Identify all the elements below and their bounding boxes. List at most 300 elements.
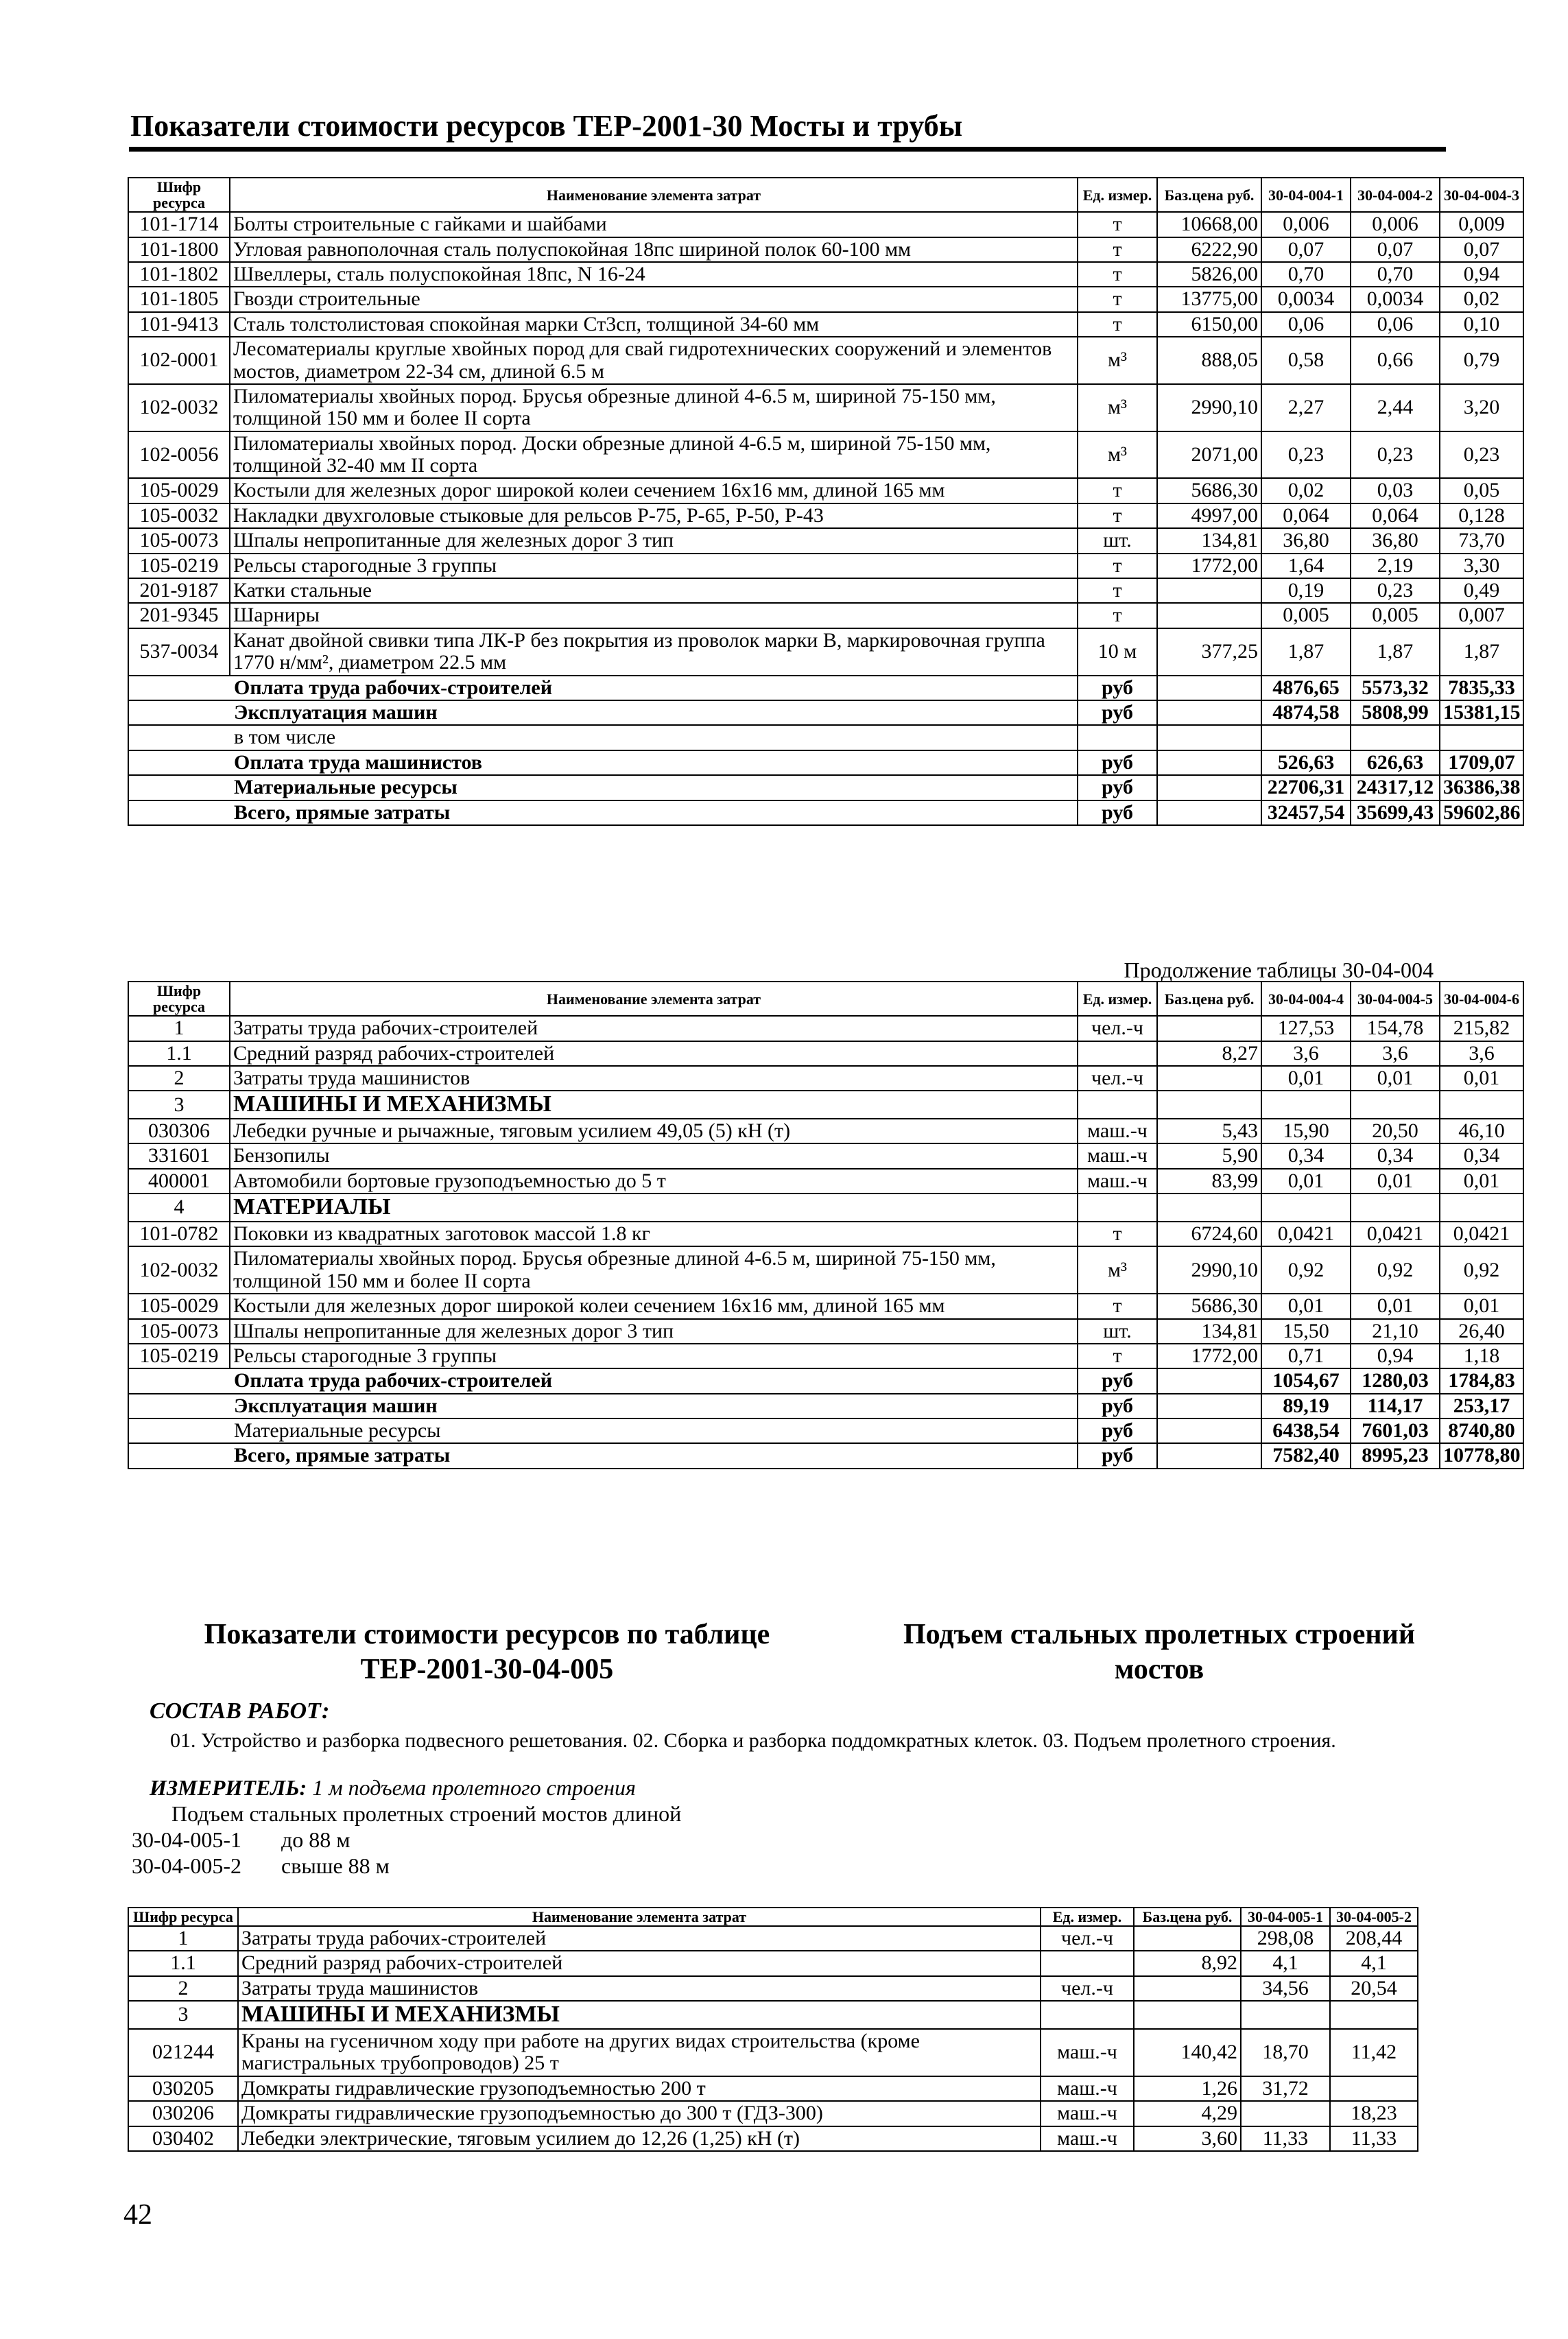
resource-code: 102-0001 (128, 337, 230, 384)
base-price (1157, 1443, 1261, 1468)
base-price: 8,27 (1157, 1041, 1261, 1066)
norm-value: 18,70 (1241, 2029, 1330, 2076)
norm-value: 1,64 (1261, 554, 1351, 578)
norm-value: 0,49 (1440, 578, 1523, 603)
table-row (128, 337, 1523, 384)
resource-name: Бензопилы (230, 1143, 1078, 1168)
variant-text: до 88 м (281, 1827, 351, 1852)
table-row (128, 478, 1523, 503)
norm-value: 7582,40 (1261, 1443, 1351, 1468)
base-price (1157, 700, 1261, 725)
base-price: 1772,00 (1157, 1344, 1261, 1368)
unit-cell: маш.-ч (1041, 2101, 1134, 2126)
norm-subtitle: Подъем стальных пролетных строений мостов длиной (171, 1801, 682, 1826)
resource-name: Затраты труда рабочих-строителей (230, 1016, 1078, 1041)
unit-cell: м³ (1078, 1246, 1157, 1294)
resource-name: Сталь толстолистовая спокойная марки Ст3сп, толщиной 34-60 мм (230, 312, 1078, 337)
norm-value: 2,19 (1351, 554, 1440, 578)
resource-table-30-04-004-4-6 (128, 981, 1524, 1469)
column-header: 30-04-005-2 (1330, 1908, 1418, 1926)
norm-value: 0,005 (1261, 603, 1351, 628)
resource-code: 102-0032 (128, 384, 230, 431)
totals-blank-cell (128, 1368, 230, 1393)
unit-cell: чел.-ч (1041, 1976, 1134, 2001)
norm-value (1330, 2001, 1418, 2029)
norm-value: 22706,31 (1261, 775, 1351, 800)
variant-code: 30-04-005-1 (132, 1827, 241, 1852)
unit-cell: руб (1078, 1418, 1157, 1443)
variant-text: свыше 88 м (281, 1853, 390, 1878)
table-row (128, 1319, 1523, 1344)
totals-label: Эксплуатация машин (230, 700, 1078, 725)
resource-code: 1 (128, 1926, 238, 1951)
totals-label: Эксплуатация машин (230, 1394, 1078, 1418)
totals-blank-cell (128, 1418, 230, 1443)
norm-value: 0,009 (1440, 212, 1523, 237)
norm-value: 1,87 (1261, 628, 1351, 676)
table-header-row (128, 178, 1523, 212)
norm-value (1261, 1194, 1351, 1222)
norm-value: 0,005 (1351, 603, 1440, 628)
resource-name: Накладки двухголовые стыковые для рельсов Р-75, Р-65, Р-50, Р-43 (230, 503, 1078, 528)
norm-value: 24317,12 (1351, 775, 1440, 800)
table-row (128, 1344, 1523, 1368)
table-row (128, 1066, 1523, 1091)
base-price: 6724,60 (1157, 1222, 1261, 1246)
unit-cell: 10 м (1078, 628, 1157, 676)
page-number: 42 (123, 2199, 152, 2231)
norm-value: 0,34 (1440, 1143, 1523, 1168)
resource-code: 3 (128, 1091, 230, 1119)
norm-value: 4,1 (1330, 1951, 1418, 1975)
norm-value: 626,63 (1351, 750, 1440, 775)
column-header: 30-04-004-6 (1440, 982, 1523, 1016)
norm-value: 0,064 (1261, 503, 1351, 528)
norm-value: 0,23 (1351, 431, 1440, 479)
totals-label: Всего, прямые затраты (230, 1443, 1078, 1468)
base-price: 2990,10 (1157, 384, 1261, 431)
norm-value: 7601,03 (1351, 1418, 1440, 1443)
unit-cell: т (1078, 262, 1157, 287)
norm-value: 0,23 (1261, 431, 1351, 479)
resource-name: Шпалы непропитанные для железных дорог 3 тип (230, 1319, 1078, 1344)
table-row (128, 1246, 1523, 1294)
unit-cell: т (1078, 554, 1157, 578)
norm-value: 0,34 (1351, 1143, 1440, 1168)
resource-code: 102-0032 (128, 1246, 230, 1294)
norm-value: 0,006 (1261, 212, 1351, 237)
unit-cell: т (1078, 503, 1157, 528)
resource-name: МАШИНЫ И МЕХАНИЗМЫ (230, 1091, 1078, 1119)
norm-value: 4876,65 (1261, 676, 1351, 700)
table-row (128, 1926, 1418, 1951)
resource-code: 101-0782 (128, 1222, 230, 1246)
resource-name: Канат двойной свивки типа ЛК-Р без покрытия из проволок марки В, маркировочная группа 1770 н/мм², диаметром 22.5 мм (230, 628, 1078, 676)
table-header-row (128, 982, 1523, 1016)
unit-cell: руб (1078, 1368, 1157, 1393)
norm-value: 2,27 (1261, 384, 1351, 431)
resource-name: Лебедки электрические, тяговым усилием до 12,26 (1,25) кН (т) (238, 2126, 1041, 2151)
base-price: 5826,00 (1157, 262, 1261, 287)
norm-value: 0,01 (1440, 1169, 1523, 1194)
resource-name: Угловая равнополочная сталь полуспокойная 18пс шириной полок 60-100 мм (230, 237, 1078, 262)
base-price: 6222,90 (1157, 237, 1261, 262)
resource-code: 101-9413 (128, 312, 230, 337)
base-price (1157, 1394, 1261, 1418)
resource-code: 4 (128, 1194, 230, 1222)
column-header: Наименование элемента затрат (230, 982, 1078, 1016)
norm-value: 127,53 (1261, 1016, 1351, 1041)
norm-value: 18,23 (1330, 2101, 1418, 2126)
norm-value: 0,007 (1440, 603, 1523, 628)
table-row (128, 1951, 1418, 1975)
norm-value: 0,70 (1351, 262, 1440, 287)
resource-name: Швеллеры, сталь полуспокойная 18пс, N 16-24 (230, 262, 1078, 287)
norm-value: 0,66 (1351, 337, 1440, 384)
table-row (128, 2101, 1418, 2126)
table-row (128, 628, 1523, 676)
unit-cell: маш.-ч (1078, 1143, 1157, 1168)
resource-code: 1.1 (128, 1041, 230, 1066)
unit-cell: чел.-ч (1078, 1016, 1157, 1041)
column-header: Наименование элемента затрат (230, 178, 1078, 212)
norm-value: 114,17 (1351, 1394, 1440, 1418)
norm-value: 8740,80 (1440, 1418, 1523, 1443)
norm-value: 11,42 (1330, 2029, 1418, 2076)
base-price: 134,81 (1157, 528, 1261, 553)
table-row (128, 554, 1523, 578)
norm-value: 0,03 (1351, 478, 1440, 503)
base-price (1157, 775, 1261, 800)
norm-value: 0,01 (1351, 1169, 1440, 1194)
resource-name: Рельсы старогодные 3 группы (230, 1344, 1078, 1368)
base-price (1157, 1016, 1261, 1041)
base-price (1157, 1091, 1261, 1119)
norm-value: 0,92 (1351, 1246, 1440, 1294)
table-row (128, 1222, 1523, 1246)
norm-value: 526,63 (1261, 750, 1351, 775)
norm-value: 154,78 (1351, 1016, 1440, 1041)
column-header: 30-04-004-5 (1351, 982, 1440, 1016)
norm-value: 0,58 (1261, 337, 1351, 384)
table-row (128, 578, 1523, 603)
base-price: 2071,00 (1157, 431, 1261, 479)
resource-code: 021244 (128, 2029, 238, 2076)
unit-cell: маш.-ч (1041, 2076, 1134, 2101)
unit-cell: м³ (1078, 431, 1157, 479)
unit-cell: маш.-ч (1041, 2029, 1134, 2076)
totals-label: Материальные ресурсы (230, 1418, 1078, 1443)
totals-label: Оплата труда рабочих-строителей (230, 1368, 1078, 1393)
norm-value: 1,18 (1440, 1344, 1523, 1368)
totals-blank-cell (128, 775, 230, 800)
base-price: 10668,00 (1157, 212, 1261, 237)
unit-cell: руб (1078, 775, 1157, 800)
totals-row (128, 1368, 1523, 1393)
norm-value: 36,80 (1261, 528, 1351, 553)
norm-value (1261, 725, 1351, 750)
norm-value (1351, 1194, 1440, 1222)
norm-value: 0,01 (1440, 1294, 1523, 1318)
unit-cell: т (1078, 1222, 1157, 1246)
totals-blank-cell (128, 725, 230, 750)
column-header: Ед. измер. (1041, 1908, 1134, 1926)
unit-cell: руб (1078, 1443, 1157, 1468)
resource-name: Катки стальные (230, 578, 1078, 603)
column-header: Ед. измер. (1078, 178, 1157, 212)
column-header: Шифр ресурса (128, 982, 230, 1016)
table-row (128, 1294, 1523, 1318)
totals-row (128, 1418, 1523, 1443)
norm-value: 0,94 (1440, 262, 1523, 287)
totals-label: Оплата труда рабочих-строителей (230, 676, 1078, 700)
base-price: 5,90 (1157, 1143, 1261, 1168)
table-row (128, 603, 1523, 628)
resource-code: 2 (128, 1066, 230, 1091)
column-header: Ед. измер. (1078, 982, 1157, 1016)
base-price: 3,60 (1134, 2126, 1241, 2151)
norm-value: 5808,99 (1351, 700, 1440, 725)
norm-value: 20,50 (1351, 1119, 1440, 1143)
unit-cell: чел.-ч (1041, 1926, 1134, 1951)
variant-row (132, 1827, 351, 1853)
base-price: 134,81 (1157, 1319, 1261, 1344)
norm-value: 11,33 (1241, 2126, 1330, 2151)
header-rule (129, 147, 1446, 152)
norm-value: 0,006 (1351, 212, 1440, 237)
norm-value (1241, 2001, 1330, 2029)
norm-value: 0,0421 (1440, 1222, 1523, 1246)
table-row (128, 1041, 1523, 1066)
resource-code: 101-1805 (128, 287, 230, 311)
norm-value: 0,01 (1261, 1066, 1351, 1091)
base-price (1157, 603, 1261, 628)
resource-code: 2 (128, 1976, 238, 2001)
resource-code: 331601 (128, 1143, 230, 1168)
table-header-row (128, 1908, 1418, 1926)
resource-code: 105-0073 (128, 528, 230, 553)
norm-value: 0,0421 (1261, 1222, 1351, 1246)
norm-value: 208,44 (1330, 1926, 1418, 1951)
works-label: СОСТАВ РАБОТ: (150, 1698, 330, 1724)
norm-value: 1280,03 (1351, 1368, 1440, 1393)
norm-value: 0,07 (1261, 237, 1351, 262)
column-header: 30-04-004-3 (1440, 178, 1523, 212)
unit-cell: руб (1078, 1394, 1157, 1418)
norm-value: 0,05 (1440, 478, 1523, 503)
table-row (128, 431, 1523, 479)
norm-value: 0,06 (1351, 312, 1440, 337)
resource-name: Шпалы непропитанные для железных дорог 3 тип (230, 528, 1078, 553)
column-header: Баз.цена руб. (1157, 982, 1261, 1016)
resource-table-30-04-005 (128, 1907, 1418, 2152)
column-header: 30-04-004-4 (1261, 982, 1351, 1016)
norm-value: 4874,58 (1261, 700, 1351, 725)
norm-value: 0,23 (1351, 578, 1440, 603)
base-price: 13775,00 (1157, 287, 1261, 311)
table-row (128, 1091, 1523, 1119)
resource-code: 400001 (128, 1169, 230, 1194)
norm-value: 36386,38 (1440, 775, 1523, 800)
norm-value: 0,064 (1351, 503, 1440, 528)
norm-value: 0,02 (1440, 287, 1523, 311)
totals-row (128, 1443, 1523, 1468)
unit-cell: т (1078, 603, 1157, 628)
table-row (128, 237, 1523, 262)
base-price (1134, 2001, 1241, 2029)
table-row (128, 1119, 1523, 1143)
norm-value: 0,19 (1261, 578, 1351, 603)
base-price: 888,05 (1157, 337, 1261, 384)
table-row (128, 212, 1523, 237)
resource-code: 101-1800 (128, 237, 230, 262)
resource-code: 030206 (128, 2101, 238, 2126)
base-price: 83,99 (1157, 1169, 1261, 1194)
norm-value: 1,87 (1351, 628, 1440, 676)
table-continuation-note: Продолжение таблицы 30-04-004 (1124, 958, 1434, 982)
resource-name: Рельсы старогодные 3 группы (230, 554, 1078, 578)
table-row (128, 2126, 1418, 2151)
norm-value (1241, 2101, 1330, 2126)
totals-row (128, 700, 1523, 725)
norm-value: 0,0421 (1351, 1222, 1440, 1246)
base-price: 140,42 (1134, 2029, 1241, 2076)
table-row (128, 262, 1523, 287)
norm-value: 26,40 (1440, 1319, 1523, 1344)
resource-name: Средний разряд рабочих-строителей (230, 1041, 1078, 1066)
base-price (1157, 800, 1261, 825)
resource-table-30-04-004-1-3 (128, 177, 1524, 826)
norm-value: 253,17 (1440, 1394, 1523, 1418)
norm-value: 0,02 (1261, 478, 1351, 503)
unit-cell: т (1078, 1344, 1157, 1368)
resource-name: МАШИНЫ И МЕХАНИЗМЫ (238, 2001, 1041, 2029)
unit-cell (1078, 1041, 1157, 1066)
resource-name: Пиломатериалы хвойных пород. Доски обрезные длиной 4-6.5 м, шириной 75-150 мм, толщиной 32-40 мм II сорта (230, 431, 1078, 479)
resource-name: Гвозди строительные (230, 287, 1078, 311)
resource-name: Пиломатериалы хвойных пород. Брусья обрезные длиной 4-6.5 м, шириной 75-150 мм, толщиной 150 мм и более II сорта (230, 384, 1078, 431)
norm-value: 15381,15 (1440, 700, 1523, 725)
totals-blank-cell (128, 800, 230, 825)
totals-blank-cell (128, 750, 230, 775)
norm-value: 73,70 (1440, 528, 1523, 553)
resource-code: 030205 (128, 2076, 238, 2101)
totals-row (128, 676, 1523, 700)
table-row (128, 384, 1523, 431)
totals-row (128, 800, 1523, 825)
base-price: 1772,00 (1157, 554, 1261, 578)
resource-name: Затраты труда рабочих-строителей (238, 1926, 1041, 1951)
norm-value: 6438,54 (1261, 1418, 1351, 1443)
resource-name: Домкраты гидравлические грузоподъемностью до 300 т (ГДЗ-300) (238, 2101, 1041, 2126)
base-price: 6150,00 (1157, 312, 1261, 337)
base-price: 1,26 (1134, 2076, 1241, 2101)
base-price (1157, 1194, 1261, 1222)
variant-code: 30-04-005-2 (132, 1853, 241, 1878)
resource-name: Автомобили бортовые грузоподъемностью до 5 т (230, 1169, 1078, 1194)
unit-cell: т (1078, 287, 1157, 311)
norm-value: 32457,54 (1261, 800, 1351, 825)
norm-value: 15,50 (1261, 1319, 1351, 1344)
resource-name: Лебедки ручные и рычажные, тяговым усилием 49,05 (5) кН (т) (230, 1119, 1078, 1143)
norm-value: 0,0034 (1261, 287, 1351, 311)
norm-value: 3,30 (1440, 554, 1523, 578)
norm-value: 7835,33 (1440, 676, 1523, 700)
table-row (128, 1143, 1523, 1168)
base-price: 5686,30 (1157, 478, 1261, 503)
norm-value: 0,23 (1440, 431, 1523, 479)
norm-value: 3,6 (1261, 1041, 1351, 1066)
norm-value: 0,94 (1351, 1344, 1440, 1368)
base-price (1157, 725, 1261, 750)
base-price (1157, 578, 1261, 603)
table-row (128, 503, 1523, 528)
norm-value: 35699,43 (1351, 800, 1440, 825)
base-price (1157, 1066, 1261, 1091)
section-title-left: Показатели стоимости ресурсов по таблице ТЕР-2001-30-04-005 (204, 1619, 770, 1686)
resource-name: Краны на гусеничном ходу при работе на других видах строительства (кроме магистральных трубопроводов) 25 т (238, 2029, 1041, 2076)
column-header: Баз.цена руб. (1157, 178, 1261, 212)
totals-blank-cell (128, 1394, 230, 1418)
resource-code: 101-1802 (128, 262, 230, 287)
unit-cell: т (1078, 212, 1157, 237)
unit-cell (1041, 1951, 1134, 1975)
unit-cell (1078, 1091, 1157, 1119)
resource-code: 030306 (128, 1119, 230, 1143)
measure-line (150, 1775, 636, 1801)
table-row (128, 1194, 1523, 1222)
norm-value: 3,6 (1440, 1041, 1523, 1066)
unit-cell: т (1078, 312, 1157, 337)
unit-cell: т (1078, 578, 1157, 603)
norm-value: 0,01 (1351, 1294, 1440, 1318)
base-price (1157, 676, 1261, 700)
table-row (128, 312, 1523, 337)
resource-code: 105-0029 (128, 1294, 230, 1318)
norm-value: 31,72 (1241, 2076, 1330, 2101)
column-header: 30-04-004-2 (1351, 178, 1440, 212)
section-title-right: Подъем стальных пролетных строений мостов (903, 1619, 1416, 1686)
resource-code: 030402 (128, 2126, 238, 2151)
unit-cell: шт. (1078, 1319, 1157, 1344)
base-price: 377,25 (1157, 628, 1261, 676)
norm-value (1440, 725, 1523, 750)
unit-cell: маш.-ч (1041, 2126, 1134, 2151)
unit-cell: руб (1078, 676, 1157, 700)
totals-row (128, 725, 1523, 750)
norm-value: 0,128 (1440, 503, 1523, 528)
norm-value: 0,79 (1440, 337, 1523, 384)
column-header: Шифр ресурса (128, 1908, 238, 1926)
totals-blank-cell (128, 676, 230, 700)
norm-value: 0,01 (1261, 1169, 1351, 1194)
table-row (128, 287, 1523, 311)
norm-value: 3,6 (1351, 1041, 1440, 1066)
column-header: Баз.цена руб. (1134, 1908, 1241, 1926)
resource-code: 1.1 (128, 1951, 238, 1975)
norm-value: 1709,07 (1440, 750, 1523, 775)
totals-row (128, 750, 1523, 775)
variant-row (132, 1853, 390, 1879)
norm-value (1330, 2076, 1418, 2101)
base-price (1134, 1926, 1241, 1951)
base-price: 4,29 (1134, 2101, 1241, 2126)
norm-value: 0,92 (1440, 1246, 1523, 1294)
resource-code: 102-0056 (128, 431, 230, 479)
norm-value: 15,90 (1261, 1119, 1351, 1143)
resource-name: Затраты труда машинистов (230, 1066, 1078, 1091)
resource-name: Домкраты гидравлические грузоподъемностью 200 т (238, 2076, 1041, 2101)
